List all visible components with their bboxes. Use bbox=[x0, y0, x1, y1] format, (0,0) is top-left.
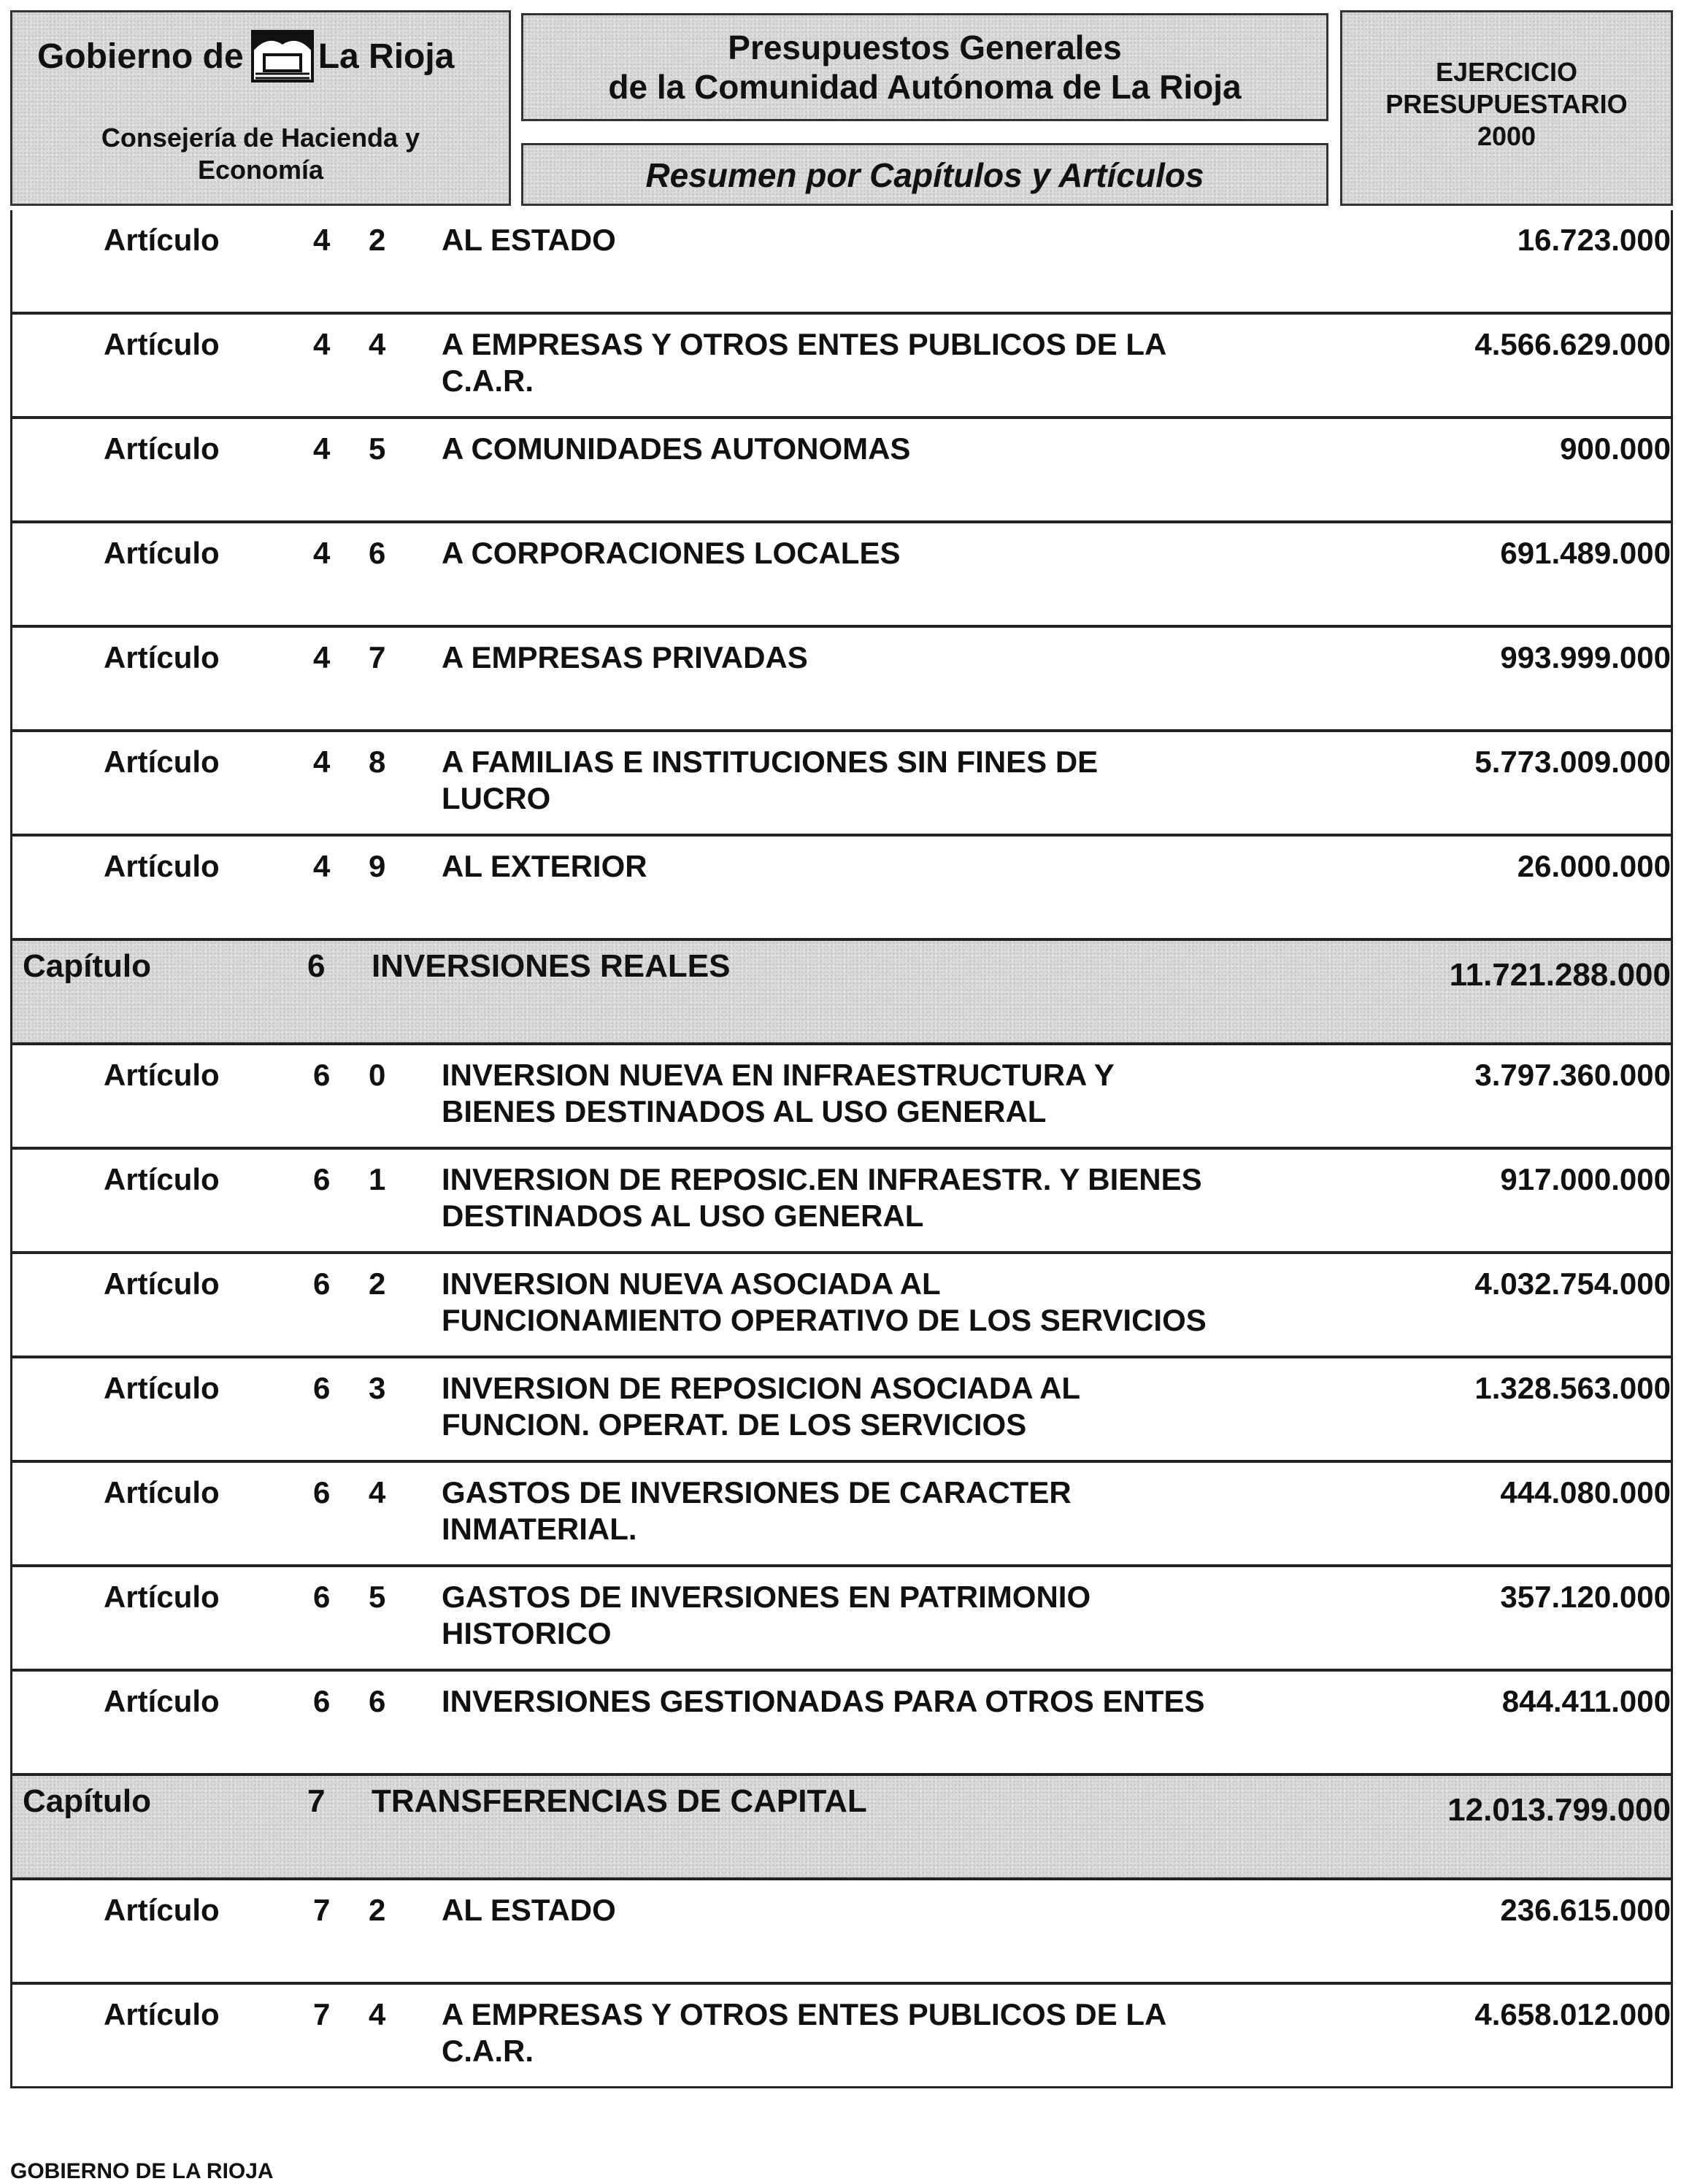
title-box bbox=[521, 13, 1328, 121]
row-number-1: 4 bbox=[313, 431, 331, 466]
row-amount: 5.773.009.000 bbox=[1474, 745, 1671, 779]
title-line-1: Presupuestos Generales bbox=[728, 28, 1122, 66]
row-number-1: 6 bbox=[313, 1684, 331, 1718]
year-line-3: 2000 bbox=[1477, 121, 1536, 151]
row-description: TRANSFERENCIAS DE CAPITAL bbox=[372, 1783, 867, 1819]
row-label: Artículo bbox=[104, 1475, 220, 1510]
row-label: Artículo bbox=[104, 431, 220, 466]
title-line-2: de la Comunidad Autónoma de La Rioja bbox=[608, 68, 1242, 106]
row-label: Artículo bbox=[104, 1684, 220, 1718]
row-amount: 236.615.000 bbox=[1500, 1893, 1671, 1927]
row-amount: 4.658.012.000 bbox=[1474, 1997, 1671, 2031]
row-description: GASTOS DE INVERSIONES DE CARACTER INMATERIAL. bbox=[442, 1475, 1072, 1546]
articulo-row bbox=[12, 520, 1671, 625]
row-number-2: 2 bbox=[369, 1266, 386, 1301]
row-amount: 444.080.000 bbox=[1500, 1475, 1671, 1510]
row-description: INVERSION DE REPOSIC.EN INFRAESTR. Y BIENES DESTINADOS AL USO GENERAL bbox=[442, 1162, 1202, 1233]
row-number-1: 4 bbox=[313, 849, 331, 883]
row-number-1: 6 bbox=[313, 1371, 331, 1405]
row-number-2: 8 bbox=[369, 745, 386, 779]
row-label: Artículo bbox=[104, 745, 220, 779]
row-number-2: 5 bbox=[369, 431, 386, 466]
row-amount: 26.000.000 bbox=[1517, 849, 1671, 883]
row-amount: 4.566.629.000 bbox=[1474, 327, 1671, 361]
row-label: Capítulo bbox=[23, 1783, 151, 1819]
row-label: Artículo bbox=[104, 223, 220, 257]
row-number-1: 6 bbox=[313, 1475, 331, 1510]
row-label: Artículo bbox=[104, 640, 220, 674]
row-description: INVERSIONES GESTIONADAS PARA OTROS ENTES bbox=[442, 1684, 1205, 1718]
row-label: Artículo bbox=[104, 1893, 220, 1927]
row-description: INVERSION DE REPOSICION ASOCIADA AL FUNCION. OPERAT. DE LOS SERVICIOS bbox=[442, 1371, 1080, 1442]
year-line-1: EJERCICIO bbox=[1435, 57, 1578, 87]
row-number-1: 4 bbox=[313, 536, 331, 570]
subtitle: Resumen por Capítulos y Artículos bbox=[645, 156, 1204, 194]
footer-text: GOBIERNO DE LA RIOJA bbox=[10, 2159, 274, 2183]
row-description: A FAMILIAS E INSTITUCIONES SIN FINES DE LUCRO bbox=[442, 745, 1099, 815]
government-name bbox=[37, 30, 454, 82]
articulo-row bbox=[12, 416, 1671, 520]
row-label: Artículo bbox=[104, 1162, 220, 1196]
row-amount: 4.032.754.000 bbox=[1474, 1266, 1671, 1301]
year-line-2: PRESUPUESTARIO bbox=[1385, 89, 1628, 119]
articulo-row bbox=[12, 1877, 1671, 1982]
articulo-row bbox=[12, 834, 1671, 938]
row-label: Capítulo bbox=[23, 948, 151, 984]
row-label: Artículo bbox=[104, 849, 220, 883]
la-rioja-logo-icon bbox=[251, 30, 314, 82]
row-description: INVERSION NUEVA EN INFRAESTRUCTURA Y BIENES DESTINADOS AL USO GENERAL bbox=[442, 1058, 1114, 1128]
row-number-2: 2 bbox=[369, 223, 386, 257]
row-amount: 917.000.000 bbox=[1500, 1162, 1671, 1196]
row-description: A EMPRESAS Y OTROS ENTES PUBLICOS DE LA C.A.R. bbox=[442, 327, 1166, 398]
row-description: A EMPRESAS Y OTROS ENTES PUBLICOS DE LA C.A.R. bbox=[442, 1997, 1166, 2068]
row-number-1: 4 bbox=[313, 640, 331, 674]
row-amount: 1.328.563.000 bbox=[1474, 1371, 1671, 1405]
row-description: AL EXTERIOR bbox=[442, 849, 647, 883]
fiscal-year-box bbox=[1340, 10, 1673, 206]
row-label: Artículo bbox=[104, 536, 220, 570]
row-amount: 12.013.799.000 bbox=[1447, 1792, 1671, 1828]
articulo-row bbox=[12, 729, 1671, 834]
budget-table bbox=[10, 210, 1673, 2088]
articulo-row bbox=[12, 1982, 1671, 2086]
department-name bbox=[27, 122, 494, 186]
row-amount: 11.721.288.000 bbox=[1449, 957, 1671, 993]
row-description: GASTOS DE INVERSIONES EN PATRIMONIO HISTORICO bbox=[442, 1580, 1091, 1650]
row-number-1: 7 bbox=[307, 1783, 326, 1819]
articulo-row bbox=[12, 625, 1671, 729]
row-amount: 844.411.000 bbox=[1501, 1684, 1671, 1718]
articulo-row bbox=[12, 1147, 1671, 1251]
row-label: Artículo bbox=[104, 1997, 220, 2031]
row-number-1: 6 bbox=[313, 1058, 331, 1092]
row-description: AL ESTADO bbox=[442, 223, 616, 257]
row-description: AL ESTADO bbox=[442, 1893, 616, 1927]
row-label: Artículo bbox=[104, 1371, 220, 1405]
row-number-1: 6 bbox=[313, 1162, 331, 1196]
row-number-1: 6 bbox=[313, 1580, 331, 1614]
page-header bbox=[10, 10, 1673, 206]
row-label: Artículo bbox=[104, 1058, 220, 1092]
row-number-2: 0 bbox=[369, 1058, 386, 1092]
row-number-2: 4 bbox=[369, 1475, 386, 1510]
row-number-1: 4 bbox=[313, 745, 331, 779]
row-number-2: 2 bbox=[369, 1893, 386, 1927]
articulo-row bbox=[12, 1669, 1671, 1773]
subtitle-box bbox=[521, 143, 1328, 206]
row-number-2: 7 bbox=[369, 640, 386, 674]
row-label: Artículo bbox=[104, 327, 220, 361]
row-description: A EMPRESAS PRIVADAS bbox=[442, 640, 808, 674]
row-description: INVERSION NUEVA ASOCIADA AL FUNCIONAMIENTO OPERATIVO DE LOS SERVICIOS bbox=[442, 1266, 1207, 1337]
department-line-2: Economía bbox=[197, 155, 324, 185]
row-number-1: 7 bbox=[313, 1997, 331, 2031]
articulo-row bbox=[12, 1042, 1671, 1147]
row-number-2: 4 bbox=[369, 327, 386, 361]
capitulo-row bbox=[12, 938, 1671, 1042]
row-number-1: 4 bbox=[313, 327, 331, 361]
department-line-1: Consejería de Hacienda y bbox=[101, 123, 420, 153]
row-amount: 3.797.360.000 bbox=[1474, 1058, 1671, 1092]
articulo-row bbox=[12, 1251, 1671, 1356]
row-amount: 357.120.000 bbox=[1500, 1580, 1671, 1614]
government-suffix: La Rioja bbox=[318, 36, 455, 76]
row-amount: 16.723.000 bbox=[1517, 223, 1671, 257]
articulo-row bbox=[12, 1564, 1671, 1669]
row-number-1: 4 bbox=[313, 223, 331, 257]
row-description: A CORPORACIONES LOCALES bbox=[442, 536, 901, 570]
row-number-1: 7 bbox=[313, 1893, 331, 1927]
articulo-row bbox=[12, 1460, 1671, 1564]
row-label: Artículo bbox=[104, 1580, 220, 1614]
row-number-2: 9 bbox=[369, 849, 386, 883]
row-number-1: 6 bbox=[313, 1266, 331, 1301]
row-number-2: 4 bbox=[369, 1997, 386, 2031]
government-prefix: Gobierno de bbox=[37, 36, 244, 76]
articulo-row bbox=[12, 1356, 1671, 1460]
row-number-2: 5 bbox=[369, 1580, 386, 1614]
row-amount: 691.489.000 bbox=[1500, 536, 1671, 570]
row-number-2: 3 bbox=[369, 1371, 386, 1405]
row-description: A COMUNIDADES AUTONOMAS bbox=[442, 431, 911, 466]
row-number-1: 6 bbox=[307, 948, 326, 984]
government-box bbox=[10, 10, 511, 206]
row-amount: 993.999.000 bbox=[1500, 640, 1671, 674]
articulo-row bbox=[12, 312, 1671, 416]
capitulo-row bbox=[12, 1773, 1671, 1877]
row-description: INVERSIONES REALES bbox=[372, 948, 731, 984]
row-number-2: 6 bbox=[369, 1684, 386, 1718]
row-label: Artículo bbox=[104, 1266, 220, 1301]
row-amount: 900.000 bbox=[1560, 431, 1671, 466]
row-number-2: 6 bbox=[369, 536, 386, 570]
row-number-2: 1 bbox=[369, 1162, 386, 1196]
articulo-row bbox=[12, 210, 1671, 312]
